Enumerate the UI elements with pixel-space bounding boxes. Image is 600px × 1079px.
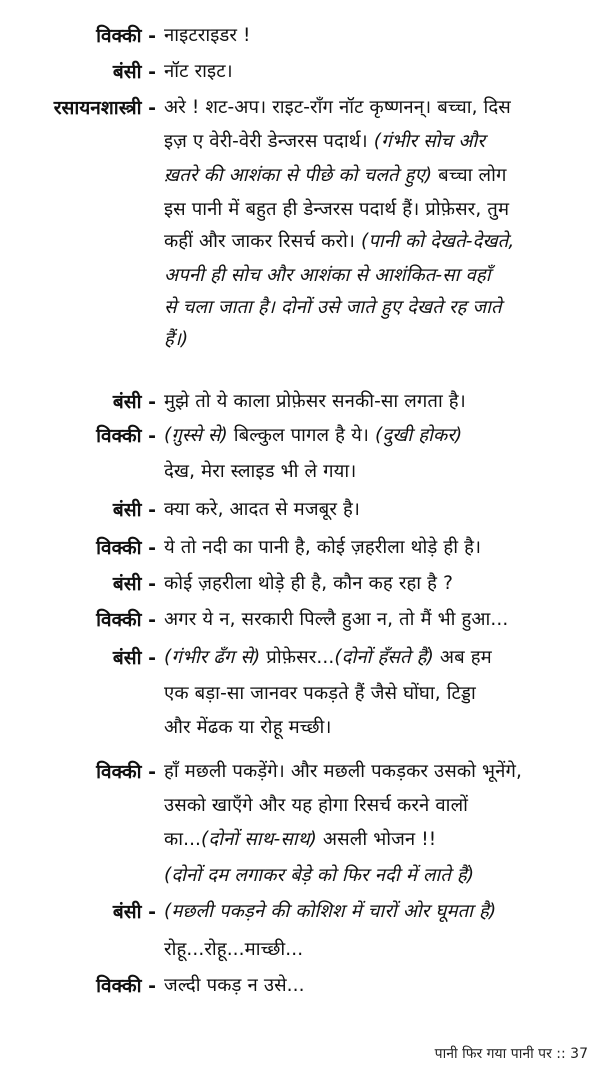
stage-direction: (दोनों दम लगाकर बेड़े को फिर नदी में लाते हैं) [164,865,475,886]
spoken-text: इज़ ए वेरी-वेरी डेन्जरस पदार्थ। [164,131,374,152]
spoken-text: जल्दी पकड़ न उसे... [164,975,305,996]
stage-direction: (दुखी होकर) [375,425,463,446]
dialogue-text [164,260,491,292]
dialogue-text [164,20,251,52]
spoken-text: क्या करे, आदत से मजबूर है। [164,499,361,520]
dialogue-line [0,160,600,192]
dialogue-text [164,456,356,488]
spoken-text: अरे ! शट-अप। राइट-रॉंग नॉट कृष्णनन्। बच्चा, दिस [164,97,511,118]
dialogue-line [0,860,600,892]
dialogue-line [0,934,600,966]
dialogue-text [164,568,453,600]
dialogue-line [0,386,600,418]
spoken-text: अब हम [433,647,492,668]
dialogue-text [164,896,496,928]
speaker-name: रसायनशास्त्री - [53,97,156,119]
speaker-name: विक्की - [96,761,156,783]
stage-direction: अपनी ही सोच और आशंका से आशंकित-सा वहाँ [164,265,491,286]
page-footer: पानी फिर गया पानी पर :: 37 [434,1046,588,1062]
dialogue-text [164,712,332,744]
spoken-text: बिल्कुल पागल है ये। [227,425,376,446]
stage-direction: (गंभीर ढँग से) [164,647,261,668]
stage-direction: हैं।) [164,329,189,350]
spoken-text: असली भोजन !! [316,829,437,850]
spoken-text: कोई ज़हरीला थोड़े ही है, कौन कह रहा है ? [164,573,454,594]
dialogue-line [0,568,600,600]
spoken-text: एक बड़ा-सा जानवर पकड़ते हैं जैसे घोंघा, टिड्डा [164,683,476,704]
speaker-name: विक्की - [96,425,156,447]
speaker-name: बंसी - [112,647,156,669]
spoken-text: ये तो नदी का पानी है, कोई ज़हरीला थोड़े ही है। [164,537,482,558]
dialogue-text [164,226,514,258]
dialogue-line [0,92,600,124]
spoken-text: नॉट राइट। [164,61,233,82]
dialogue-text [164,324,188,356]
dialogue-line [0,20,600,52]
dialogue-line [0,970,600,1002]
stage-direction: (मछली पकड़ने की कोशिश में चारों ओर घूमता है) [164,901,497,922]
stage-direction: (गंभीर सोच और [373,131,486,152]
dialogue-line [0,494,600,526]
dialogue-text [164,532,481,564]
dialogue-text [164,604,508,636]
spoken-text: का... [164,829,202,850]
dialogue-line [0,896,600,928]
dialogue-text [164,292,502,324]
dialogue-line [0,226,600,258]
spoken-text: उसको खाएँगे और यह होगा रिसर्च करने वालों [164,795,469,816]
stage-direction: (दोनों साथ-साथ) [201,829,317,850]
speaker-name: विक्की - [96,25,156,47]
dialogue-text [164,934,303,966]
dialogue-line [0,292,600,324]
speaker-name: विक्की - [96,975,156,997]
dialogue-text [164,160,506,192]
dialogue-line [0,824,600,856]
dialogue-line [0,790,600,822]
spoken-text: नाइटराइडर ! [164,25,251,46]
dialogue-line [0,678,600,710]
dialogue-text [164,790,468,822]
dialogue-text [164,860,474,892]
dialogue-line [0,712,600,744]
dialogue-line [0,420,600,452]
dialogue-text [164,494,360,526]
dialogue-text [164,642,492,674]
dialogue-text [164,194,509,226]
dialogue-text [164,756,522,788]
dialogue-text [164,92,511,124]
dialogue-line [0,56,600,88]
speaker-name: बंसी - [112,61,156,83]
dialogue-text [164,824,436,856]
dialogue-text [164,970,305,1002]
spoken-text: कहीं और जाकर रिसर्च करो। [164,231,362,252]
speaker-name: बंसी - [112,391,156,413]
spoken-text: मुझे तो ये काला प्रोफ़ेसर सनकी-सा लगता है। [164,391,466,412]
dialogue-line [0,532,600,564]
speaker-name: विक्की - [96,609,156,631]
dialogue-text [164,678,476,710]
dialogue-text [164,386,466,418]
spoken-text: प्रोफ़ेसर... [260,647,335,668]
speaker-name: बंसी - [112,499,156,521]
spoken-text: अगर ये न, सरकारी पिल्लै हुआ न, तो मैं भी हुआ... [164,609,509,630]
dialogue-line [0,604,600,636]
stage-direction: (दोनों हँसते हैं) [334,647,434,668]
dialogue-line [0,194,600,226]
dialogue-line [0,260,600,292]
spoken-text: हाँ मछली पकड़ेंगे। और मछली पकड़कर उसको भूनेंगे, [164,761,522,782]
dialogue-line [0,126,600,158]
speaker-name: बंसी - [112,573,156,595]
spoken-text: देख, मेरा स्लाइड भी ले गया। [164,461,357,482]
spoken-text: बच्चा लोग [432,165,507,186]
spoken-text: रोहू...रोहू...माच्छी... [164,939,304,960]
stage-direction: (पानी को देखते-देखते, [361,231,515,252]
dialogue-text [164,56,233,88]
speaker-name: विक्की - [96,537,156,559]
stage-direction: ख़तरे की आशंका से पीछे को चलते हुए) [164,165,433,186]
dialogue-text [164,126,485,158]
dialogue-line [0,456,600,488]
dialogue-line [0,324,600,356]
dialogue-line [0,756,600,788]
dialogue-line [0,642,600,674]
dialogue-text [164,420,462,452]
spoken-text: और मेंढक या रोहू मच्छी। [164,717,332,738]
speaker-name: बंसी - [112,901,156,923]
stage-direction: से चला जाता है। दोनों उसे जाते हुए देखते रह जाते [164,297,502,318]
stage-direction: (ग़ुस्से से) [164,425,228,446]
spoken-text: इस पानी में बहुत ही डेन्जरस पदार्थ हैं। प्रोफ़ेसर, तुम [164,199,510,220]
